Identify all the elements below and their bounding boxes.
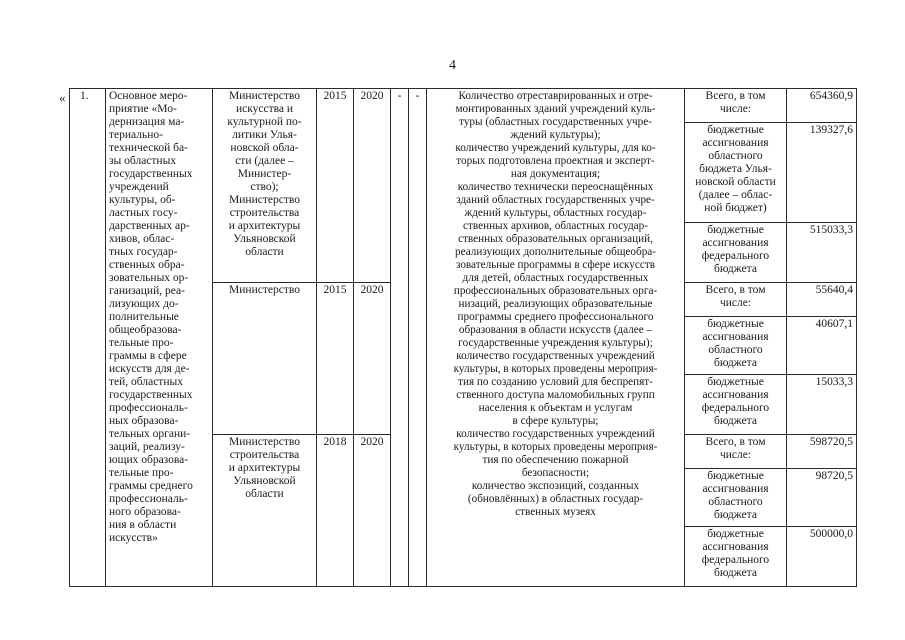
- funding-source: Всего, в том числе:: [685, 89, 787, 123]
- activity-name: Основное меро- приятие «Мо- дернизация ма- териально- технической ба- зы областных государственных учреждений культуры, об- ластных госу- дарственных ар- хивов, облас- тных государ- ственных обра- зовательных ор- ганизаций, реа- лизующих до- полнительные общеобразова- тельные про- граммы в сфере искусств для де- тей, областных государственных профессиональ- ных образова- тельных органи- заций, реализу- ющих образова- тельные про- граммы среднего профессиональ- ного образова- ния в области искусств»: [106, 89, 213, 587]
- funding-source: бюджетные ассигнования областного бюджета: [685, 317, 787, 375]
- funding-source: бюджетные ассигнования федерального бюджета: [685, 527, 787, 587]
- funding-source: бюджетные ассигнования областного бюджета Улья- новской области (далее – облас- ной бюджет): [685, 123, 787, 223]
- funding-source: бюджетные ассигнования федерального бюджета: [685, 223, 787, 283]
- year-start: 2015: [317, 283, 354, 435]
- executor-name: Министерство искусства и культурной по- литики Улья- новской обла- сти (далее – Министер- ство); Министерство строительства и архитектуры Ульяновской области: [213, 89, 317, 283]
- funding-source: Всего, в том числе:: [685, 435, 787, 469]
- table-row: [70, 89, 857, 123]
- year-end: 2020: [354, 89, 391, 283]
- page-number: 4: [449, 58, 456, 73]
- funding-amount: 139327,6: [787, 123, 857, 223]
- funding-amount: 654360,9: [787, 89, 857, 123]
- funding-source: бюджетные ассигнования областного бюджета: [685, 469, 787, 527]
- year-end: 2020: [354, 283, 391, 435]
- dash-cell: -: [391, 89, 409, 587]
- funding-amount: 500000,0: [787, 527, 857, 587]
- row-number: 1.: [70, 89, 106, 587]
- year-start: 2018: [317, 435, 354, 587]
- funding-amount: 55640,4: [787, 283, 857, 317]
- activity-table: [69, 88, 857, 587]
- funding-source: бюджетные ассигнования федерального бюджета: [685, 375, 787, 435]
- year-start: 2015: [317, 89, 354, 283]
- funding-source: Всего, в том числе:: [685, 283, 787, 317]
- funding-amount: 15033,3: [787, 375, 857, 435]
- funding-amount: 40607,1: [787, 317, 857, 375]
- funding-amount: 515033,3: [787, 223, 857, 283]
- executor-name: Министерство: [213, 283, 317, 435]
- executor-name: Министерство строительства и архитектуры Ульяновской области: [213, 435, 317, 587]
- funding-amount: 598720,5: [787, 435, 857, 469]
- target-indicators: Количество отреставрированных и отре- монтированных зданий учреждений куль- туры (областных государственных учре- ждений культуры); количество учреждений культуры, для ко- торых подготовлена проектная и эксперт- ная документация; количество технически переоснащённых зданий областных государственных учре- ждений культуры, областных государ- ственных архивов, областных государ- ственных образовательных организаций, реализующих дополнительные общеобра- зовательные программы в сфере искусств для детей, областных государственных профессиональных образовательных орга- низаций, реализующих образовательные программы среднего профессионального образования в области искусств (далее – государственные учреждения культуры); количество государственных учреждений культуры, в которых проведены мероприя- тия по созданию условий для беспрепят- ственного доступа маломобильных групп населения к объектам и услугам в сфере культуры; количество государственных учреждений культуры, в которых проведены мероприя- тия по обеспечению пожарной безопасности; количество экспозиций, созданных (обновлённых) в областных государ- ственных музеях: [427, 89, 685, 587]
- open-quote-mark: «: [59, 90, 66, 105]
- year-end: 2020: [354, 435, 391, 587]
- funding-amount: 98720,5: [787, 469, 857, 527]
- dash-cell: -: [409, 89, 427, 587]
